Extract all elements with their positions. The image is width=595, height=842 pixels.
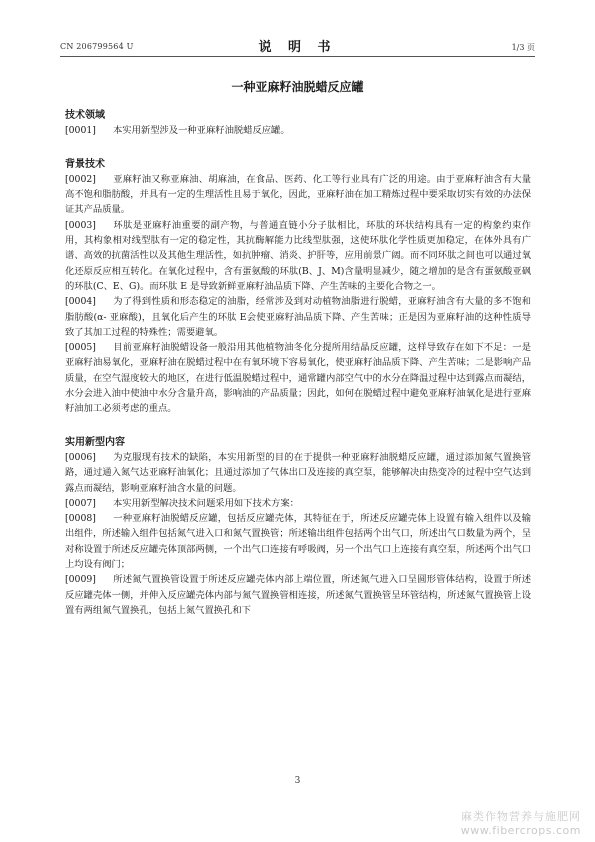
paragraph-text: 目前亚麻籽油脱蜡设备一般沿用其他植物油冬化分提所用结晶反应罐，这样导致存在如下不足：一是亚麻籽油易氧化，亚麻籽油在脱蜡过程中在有氧环境下容易氧化，使亚麻籽油品质下降、产生苦味；二是影响产品质量，在空气湿度较大的地区，在进行低温脱蜡过程中，通常罐内部空气中的水分在降温过程中达到露点而凝结，水分会进入油中使油中水分含量升高，影响油的产品质量；因此，如何在脱蜡过程中避免亚麻籽油氧化是进行亚麻籽油加工必须考虑的重点。 <box>65 342 531 415</box>
section-heading-tech-field: 技术领域 <box>65 110 105 121</box>
paragraph-number: [0004] <box>65 296 96 308</box>
document-title: 一种亚麻籽油脱蜡反应罐 <box>231 80 364 94</box>
watermark-site-name: 麻类作物营养与施肥网 <box>461 810 581 823</box>
section-heading-background: 背景技术 <box>65 158 105 170</box>
paragraph-number: [0009] <box>65 574 96 586</box>
watermark <box>461 808 581 837</box>
paragraph-text: 亚麻籽油又称亚麻油、胡麻油，在食品、医药、化工等行业具有广泛的用途。由于亚麻籽油含有大量高不饱和脂肪酸，并具有一定的生理活性且易于氧化，因此，亚麻籽油在加工精炼过程中要采取切实有效的办法保证其产品质量。 <box>65 173 531 216</box>
paragraph-text: 为了得到性质和形态稳定的油脂，经常涉及到对动植物油脂进行脱蜡，亚麻籽油含有大量的多不饱和脂肪酸(α- 亚麻酸)，且氧化后产生的环肽 E会使亚麻籽油品质下降、产生苦味；正是因为亚麻籽油的这种性质导致了其加工过程的特殊性；需要避氧。 <box>65 296 531 338</box>
paragraph-0006 <box>65 450 531 496</box>
document-type-heading: 说 明 书 <box>258 40 337 55</box>
paragraph-number: [0006] <box>65 451 96 463</box>
paragraph-number: [0002] <box>65 173 96 185</box>
paragraph-0005 <box>65 340 531 416</box>
paragraph-text: 本实用新型解决技术问题采用如下技术方案： <box>113 497 299 509</box>
section-heading-content: 实用新型内容 <box>65 436 125 448</box>
paragraph-text: 环肽是亚麻籽油重要的副产物，与普通直链小分子肽相比，环肽的环状结构具有一定的构象约束作用，其构象相对线型肽有一定的稳定性，其抗酶解能力比线型肽强，这使环肽化学性质更加稳定，在体外具有广谱、高效的抗菌活性以及其他生理活性，如抗肿瘤、消炎、护肝等，应用前景广阔。而不同环肽之间也可以通过氧化还原反应相互转化。在氧化过程中，含有蛋氨酸的环肽(B、J、M)含量明显减少，随之增加的是含有蛋氨酸亚砜的环肽(C、E、G)。而环肽 E 是导致新鲜亚麻籽油品质下降、产生苦味的主要化合物之一。 <box>65 219 531 292</box>
paragraph-0003 <box>65 218 531 294</box>
paragraph-text: 所述氮气置换管设置于所述反应罐壳体内部上端位置，所述氮气进入口呈圆形管体结构，设置于所述反应罐壳体一侧，并伸入反应罐壳体内部与氮气置换管相连接，所述氮气置换管呈环管结构，所述氮气置换管上设置有两组氮气置换孔，包括上氮气置换孔和下 <box>65 574 531 616</box>
paragraph-0001 <box>65 123 531 138</box>
page-indicator: 1/3 页 <box>511 43 535 52</box>
paragraph-number: [0003] <box>65 219 96 231</box>
page-number: 3 <box>294 776 301 786</box>
paragraph-0008 <box>65 511 531 572</box>
paragraph-0009 <box>65 572 531 618</box>
paragraph-number: [0008] <box>65 513 96 525</box>
document-body <box>65 108 531 618</box>
paragraph-0007 <box>65 496 531 511</box>
paragraph-text: 本实用新型涉及一种亚麻籽油脱蜡反应罐。 <box>113 125 290 137</box>
paragraph-text: 一种亚麻籽油脱蜡反应罐，包括反应罐壳体，其特征在于，所述反应罐壳体上设置有输入组件以及输出组件，所述输入组件包括氮气进入口和氮气置换管；所述输出组件包括两个出气口，所述出气口数量为两个，呈对称设置于所述反应罐壳体顶部两侧，一个出气口连接有呼吸阀，另一个出气口上连接有真空泵，所述两个出气口上均设有阀门； <box>65 513 531 571</box>
paragraph-0004 <box>65 294 531 340</box>
paragraph-number: [0007] <box>65 497 96 509</box>
paragraph-number: [0005] <box>65 342 96 354</box>
paragraph-0002 <box>65 172 531 218</box>
watermark-url: www.fibercrops.com <box>460 824 581 837</box>
header-divider <box>60 56 535 57</box>
patent-number: CN 206799564 U <box>60 42 134 51</box>
paragraph-number: [0001] <box>65 125 96 137</box>
paragraph-text: 为克服现有技术的缺陷，本实用新型的目的在于提供一种亚麻籽油脱蜡反应罐，通过添加氮气置换管路，通过通入氮气达亚麻籽油氧化；且通过添加了气体出口及连接的真空泵，能够解决由热变冷的过程中空气达到露点而凝结，影响亚麻籽油含水量的问题。 <box>65 451 531 494</box>
